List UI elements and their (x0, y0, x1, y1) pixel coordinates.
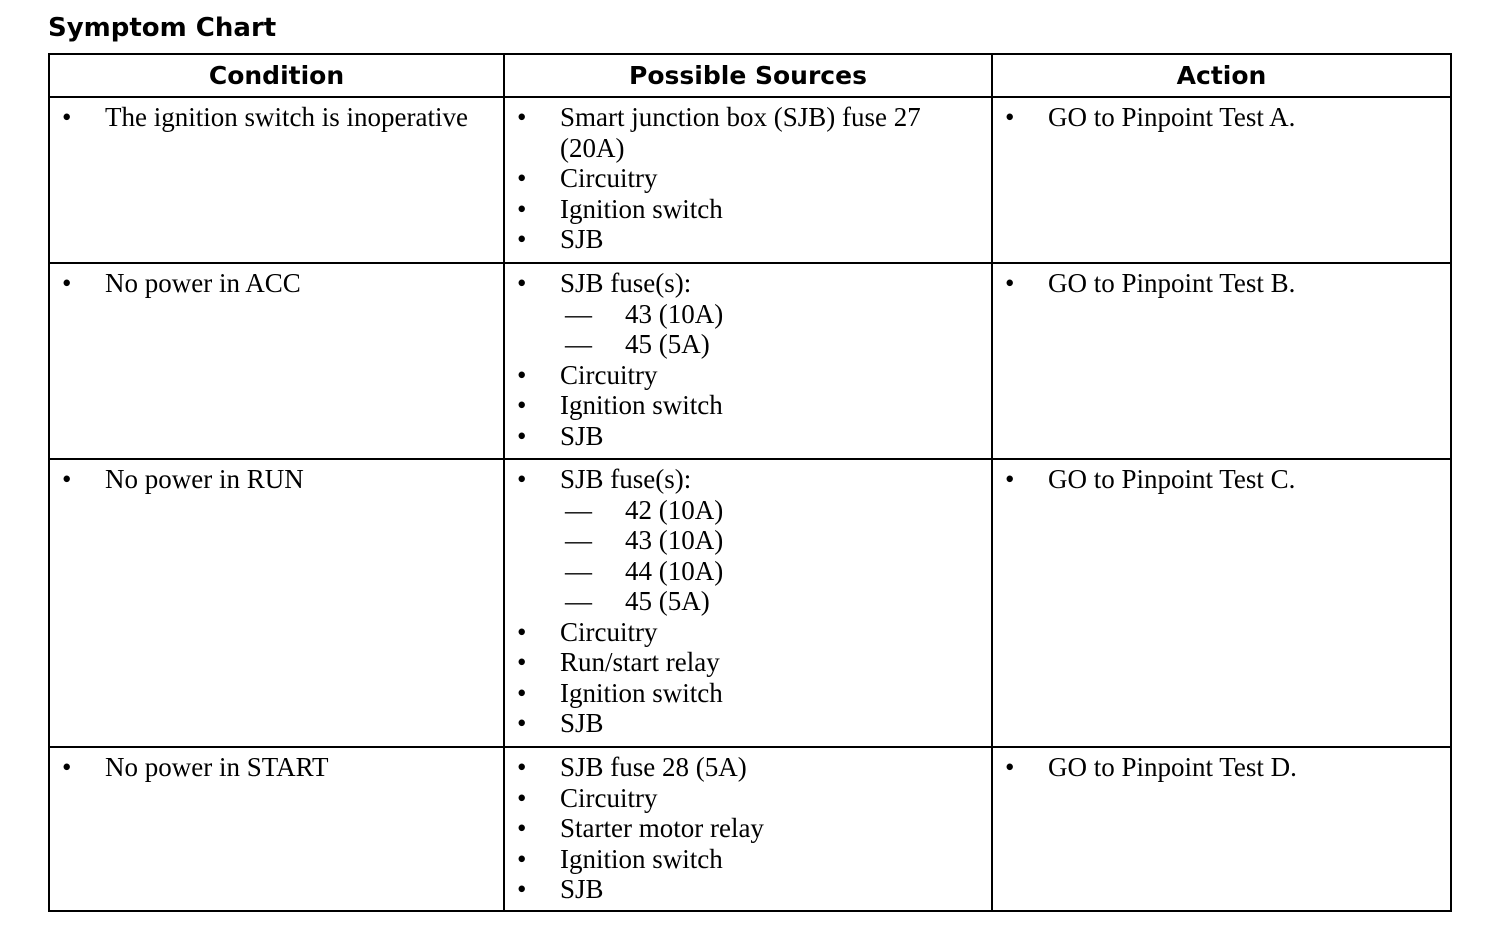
condition-item (50, 102, 503, 133)
source-item (505, 268, 991, 299)
condition-cell (49, 747, 504, 911)
condition-cell (49, 263, 504, 459)
sources-cell (504, 459, 992, 747)
action-cell (992, 747, 1451, 911)
source-item (505, 647, 991, 678)
bullet-icon: • (517, 874, 527, 904)
bullet-icon: • (517, 708, 527, 738)
bullet-icon: • (1005, 102, 1015, 132)
action-text: GO to Pinpoint Test A. (1048, 102, 1296, 132)
bullet-icon: • (517, 359, 527, 390)
dash-icon: — (565, 329, 592, 359)
bullet-icon: • (517, 390, 527, 420)
table-row (49, 747, 1451, 911)
page-title: Symptom Chart (48, 13, 277, 43)
source-text: Circuitry (560, 616, 658, 647)
condition-item (50, 464, 503, 495)
source-item (505, 421, 991, 452)
source-text: SJB (560, 420, 604, 451)
action-item (993, 464, 1450, 495)
action-item (993, 102, 1450, 133)
bullet-icon: • (517, 193, 527, 224)
source-text: Circuitry (560, 359, 658, 390)
source-text: Run/start relay (560, 647, 720, 677)
action-cell (992, 459, 1451, 747)
subitem-text: 45 (5A) (625, 586, 710, 616)
source-text: SJB fuse 28 (5A) (560, 752, 747, 782)
subitem-text: 43 (10A) (625, 298, 724, 329)
source-item (505, 464, 991, 495)
bullet-icon: • (517, 813, 527, 843)
dash-icon: — (565, 525, 592, 555)
source-item (505, 783, 991, 814)
sources-cell (504, 97, 992, 263)
subitem-text: 42 (10A) (625, 494, 724, 525)
subitem-text: 44 (10A) (625, 555, 724, 586)
table-row (49, 459, 1451, 747)
action-text: GO to Pinpoint Test D. (1048, 752, 1297, 782)
symptom-chart-table (48, 53, 1452, 912)
bullet-icon: • (517, 616, 527, 647)
bullet-icon: • (517, 677, 527, 708)
sources-cell (504, 747, 992, 911)
condition-item (50, 752, 503, 783)
source-text: SJB (560, 224, 604, 254)
bullet-icon: • (62, 102, 72, 132)
condition-text: No power in RUN (105, 464, 304, 494)
bullet-icon: • (517, 464, 527, 494)
condition-text: No power in START (105, 752, 329, 782)
source-item (505, 752, 991, 783)
source-item (505, 194, 991, 225)
bullet-icon: • (517, 782, 527, 813)
source-subitem (505, 299, 991, 330)
table-row (49, 97, 1451, 263)
action-text: GO to Pinpoint Test B. (1048, 268, 1296, 298)
subitem-text: 45 (5A) (625, 329, 710, 359)
source-item (505, 708, 991, 739)
source-text: Circuitry (560, 782, 658, 813)
dash-icon: — (565, 298, 592, 329)
source-item (505, 360, 991, 391)
bullet-icon: • (62, 268, 72, 298)
bullet-icon: • (62, 752, 72, 782)
bullet-icon: • (517, 102, 527, 132)
table-row (49, 263, 1451, 459)
subitem-text: 43 (10A) (625, 525, 724, 555)
bullet-icon: • (517, 420, 527, 451)
action-text: GO to Pinpoint Test C. (1048, 464, 1296, 494)
source-subitem (505, 556, 991, 587)
source-item (505, 844, 991, 875)
sources-cell (504, 263, 992, 459)
bullet-icon: • (517, 163, 527, 193)
condition-text: No power in ACC (105, 268, 301, 298)
header-condition: Condition (49, 54, 504, 97)
bullet-icon: • (517, 268, 527, 298)
source-item (505, 224, 991, 255)
bullet-icon: • (1005, 464, 1015, 494)
source-subitem (505, 329, 991, 360)
source-subitem (505, 586, 991, 617)
source-text: SJB fuse(s): (560, 464, 692, 494)
source-item (505, 617, 991, 648)
source-text: Ignition switch (560, 193, 723, 224)
source-text: SJB fuse(s): (560, 268, 692, 298)
action-item (993, 752, 1450, 783)
source-item (505, 678, 991, 709)
header-possible-sources: Possible Sources (504, 54, 992, 97)
condition-item (50, 268, 503, 299)
condition-text: The ignition switch is inoperative (105, 102, 468, 132)
dash-icon: — (565, 586, 592, 616)
source-text: Ignition switch (560, 390, 723, 420)
bullet-icon: • (517, 752, 527, 782)
source-item (505, 390, 991, 421)
dash-icon: — (565, 555, 592, 586)
source-item (505, 813, 991, 844)
source-subitem (505, 525, 991, 556)
bullet-icon: • (1005, 268, 1015, 298)
header-action: Action (992, 54, 1451, 97)
action-cell (992, 263, 1451, 459)
source-subitem (505, 495, 991, 526)
source-item (505, 163, 991, 194)
action-item (993, 268, 1450, 299)
source-text: Ignition switch (560, 677, 723, 708)
source-text: Ignition switch (560, 843, 723, 874)
source-text: SJB (560, 874, 604, 904)
source-text: Starter motor relay (560, 813, 764, 843)
bullet-icon: • (517, 843, 527, 874)
condition-cell (49, 97, 504, 263)
bullet-icon: • (62, 464, 72, 494)
source-text: SJB (560, 708, 604, 738)
header-row (49, 54, 1451, 97)
bullet-icon: • (1005, 752, 1015, 782)
source-item (505, 874, 991, 905)
source-item (505, 102, 991, 163)
source-text: Smart junction box (SJB) fuse 27 (20A) (560, 102, 921, 163)
dash-icon: — (565, 494, 592, 525)
source-text: Circuitry (560, 163, 658, 193)
action-cell (992, 97, 1451, 263)
condition-cell (49, 459, 504, 747)
bullet-icon: • (517, 224, 527, 254)
bullet-icon: • (517, 647, 527, 677)
